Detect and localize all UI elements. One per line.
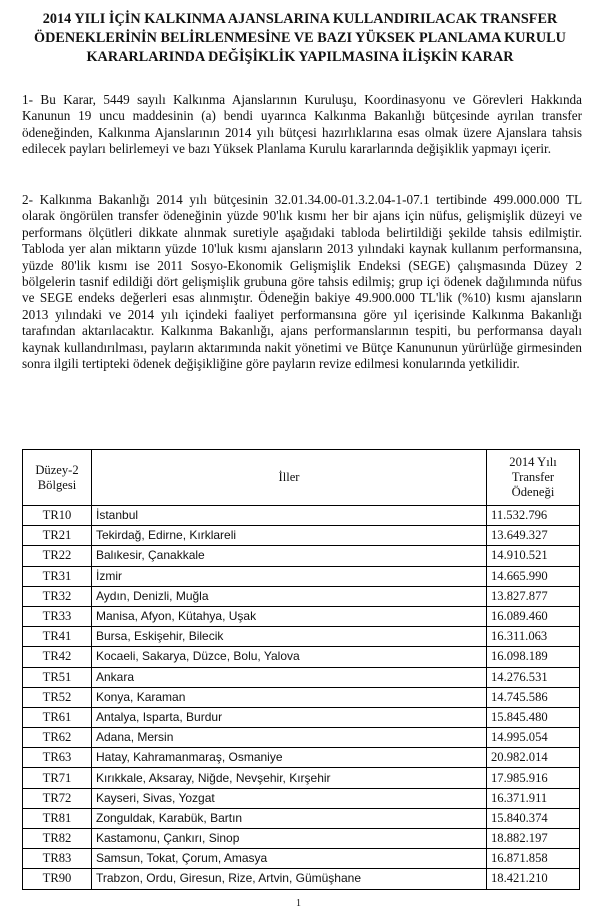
provinces-cell: Aydın, Denizli, Muğla: [92, 586, 487, 606]
table-row: [23, 647, 580, 667]
region-code-cell: TR31: [23, 566, 92, 586]
article-2-paragraph: 2- Kalkınma Bakanlığı 2014 yılı bütçesinin 32.01.34.00-01.3.2.04-1-07.1 tertibinde 499.000.000 TL olarak öngörülen transfer ödeneğinin yüzde 90'lık kısmı her bir ajans için nüfus, gelişmişlik düzeyi ve performans ölçütleri dikkate alınmak suretiyle aşağıdaki tabloda belirtildiği şekilde tahsis edilmiştir. Tabloda yer alan miktarın yüzde 10'luk kısmı ajansların 2013 yılındaki kaynak kullanım performansına, yüzde 80'lik kısmı ise 2011 Sosyo-Ekonomik Gelişmişlik Endeksi (SEGE) çalışmasında Düzey 2 bölgelerin tasnif edildiği dört gelişmişlik grubuna göre tahsis edilmiş; grup içi ödenek dağılımında nüfus ve SEGE endeks değerleri esas alınmıştır. Ödeneğin bakiye 49.900.000 TL'lik (%10) kısmı ajansların 2013 yılındaki ve 2014 yılı içindeki faaliyet performansına göre yıl içerisinde Kalkınma Bakanlığı tarafından aktarılacaktır. Kalkınma Bakanlığı, ajans performanslarının tespiti, bu performansa dayalı kaynak kullandırılması, payların aktarımında nakit yönetimi ve Bütçe Kanununun yürürlüğe girmesinden sonra ilgili tertipteki ödenek değişikliğine göre payların revize edilmesi konularında yetkilidir.: [22, 192, 582, 372]
table-row: [23, 606, 580, 626]
amount-cell: 11.532.796: [487, 506, 580, 526]
provinces-cell: İstanbul: [92, 506, 487, 526]
provinces-cell: Adana, Mersin: [92, 728, 487, 748]
amount-cell: 16.089.460: [487, 606, 580, 626]
region-code-cell: TR83: [23, 849, 92, 869]
provinces-cell: Kocaeli, Sakarya, Düzce, Bolu, Yalova: [92, 647, 487, 667]
amount-cell: 13.649.327: [487, 526, 580, 546]
amount-cell: 17.985.916: [487, 768, 580, 788]
region-code-cell: TR82: [23, 829, 92, 849]
provinces-cell: Antalya, Isparta, Burdur: [92, 707, 487, 727]
region-code-cell: TR81: [23, 808, 92, 828]
table-row: [23, 728, 580, 748]
amount-cell: 14.995.054: [487, 728, 580, 748]
table-row: [23, 667, 580, 687]
amount-cell: 18.882.197: [487, 829, 580, 849]
table-row: [23, 849, 580, 869]
provinces-cell: Kastamonu, Çankırı, Sinop: [92, 829, 487, 849]
provinces-cell: Trabzon, Ordu, Giresun, Rize, Artvin, Gümüşhane: [92, 869, 487, 889]
provinces-cell: Kayseri, Sivas, Yozgat: [92, 788, 487, 808]
amount-cell: 13.827.877: [487, 586, 580, 606]
table-row: [23, 687, 580, 707]
region-code-cell: TR22: [23, 546, 92, 566]
amount-cell: 16.098.189: [487, 647, 580, 667]
table-row: [23, 586, 580, 606]
region-code-cell: TR33: [23, 606, 92, 626]
table-row: [23, 707, 580, 727]
amount-cell: 15.845.480: [487, 707, 580, 727]
amount-cell: 14.910.521: [487, 546, 580, 566]
amount-cell: 15.840.374: [487, 808, 580, 828]
region-code-cell: TR51: [23, 667, 92, 687]
region-code-cell: TR63: [23, 748, 92, 768]
region-code-cell: TR32: [23, 586, 92, 606]
article-1-paragraph: 1- Bu Karar, 5449 sayılı Kalkınma Ajanslarının Kuruluşu, Koordinasyonu ve Görevleri Hakkında Kanunun 19 uncu maddesinin (a) bendi uyarınca Kalkınma Bakanlığı bütçesinde ayrılan transfer ödeneğinden, Kalkınma Ajanslarının 2014 yılı bütçesi hazırlıklarına esas olmak üzere Ajanslara tahsis edilecek payları belirlemeyi ve bazı Yüksek Planlama Kurulu kararlarında değişiklik yapmayı içerir.: [22, 92, 582, 157]
region-code-cell: TR52: [23, 687, 92, 707]
amount-cell: 18.421.210: [487, 869, 580, 889]
provinces-cell: Kırıkkale, Aksaray, Niğde, Nevşehir, Kırşehir: [92, 768, 487, 788]
table-header: [23, 450, 580, 506]
amount-cell: 14.665.990: [487, 566, 580, 586]
table-row: [23, 829, 580, 849]
table-row: [23, 808, 580, 828]
table-row: [23, 869, 580, 889]
table-row: [23, 627, 580, 647]
amount-cell: 14.276.531: [487, 667, 580, 687]
region-code-cell: TR10: [23, 506, 92, 526]
header-region: Düzey-2 Bölgesi: [23, 450, 92, 506]
table-row: [23, 768, 580, 788]
provinces-cell: Ankara: [92, 667, 487, 687]
region-code-cell: TR41: [23, 627, 92, 647]
table-header-row: [23, 450, 580, 506]
transfer-allocation-table: [22, 449, 580, 890]
provinces-cell: İzmir: [92, 566, 487, 586]
region-code-cell: TR72: [23, 788, 92, 808]
amount-cell: 20.982.014: [487, 748, 580, 768]
provinces-cell: Hatay, Kahramanmaraş, Osmaniye: [92, 748, 487, 768]
header-provinces: İller: [92, 450, 487, 506]
table-row: [23, 526, 580, 546]
page-number: 1: [296, 898, 301, 909]
table-row: [23, 546, 580, 566]
table-row: [23, 566, 580, 586]
table-row: [23, 788, 580, 808]
amount-cell: 16.311.063: [487, 627, 580, 647]
amount-cell: 14.745.586: [487, 687, 580, 707]
region-code-cell: TR61: [23, 707, 92, 727]
provinces-cell: Balıkesir, Çanakkale: [92, 546, 487, 566]
region-code-cell: TR42: [23, 647, 92, 667]
provinces-cell: Zonguldak, Karabük, Bartın: [92, 808, 487, 828]
table-row: [23, 506, 580, 526]
header-amount: 2014 Yılı Transfer Ödeneği: [487, 450, 580, 506]
provinces-cell: Manisa, Afyon, Kütahya, Uşak: [92, 606, 487, 626]
provinces-cell: Bursa, Eskişehir, Bilecik: [92, 627, 487, 647]
region-code-cell: TR71: [23, 768, 92, 788]
provinces-cell: Tekirdağ, Edirne, Kırklareli: [92, 526, 487, 546]
region-code-cell: TR21: [23, 526, 92, 546]
region-code-cell: TR90: [23, 869, 92, 889]
document-title: 2014 YILI İÇİN KALKINMA AJANSLARINA KULLANDIRILACAK TRANSFER ÖDENEKLERİNİN BELİRLENMESİNE VE BAZI YÜKSEK PLANLAMA KURULU KARARLARINDA DEĞİŞİKLİK YAPILMASINA İLİŞKİN KARAR: [34, 11, 566, 65]
amount-cell: 16.371.911: [487, 788, 580, 808]
provinces-cell: Konya, Karaman: [92, 687, 487, 707]
table-row: [23, 748, 580, 768]
amount-cell: 16.871.858: [487, 849, 580, 869]
table-body: [23, 506, 580, 890]
provinces-cell: Samsun, Tokat, Çorum, Amasya: [92, 849, 487, 869]
region-code-cell: TR62: [23, 728, 92, 748]
